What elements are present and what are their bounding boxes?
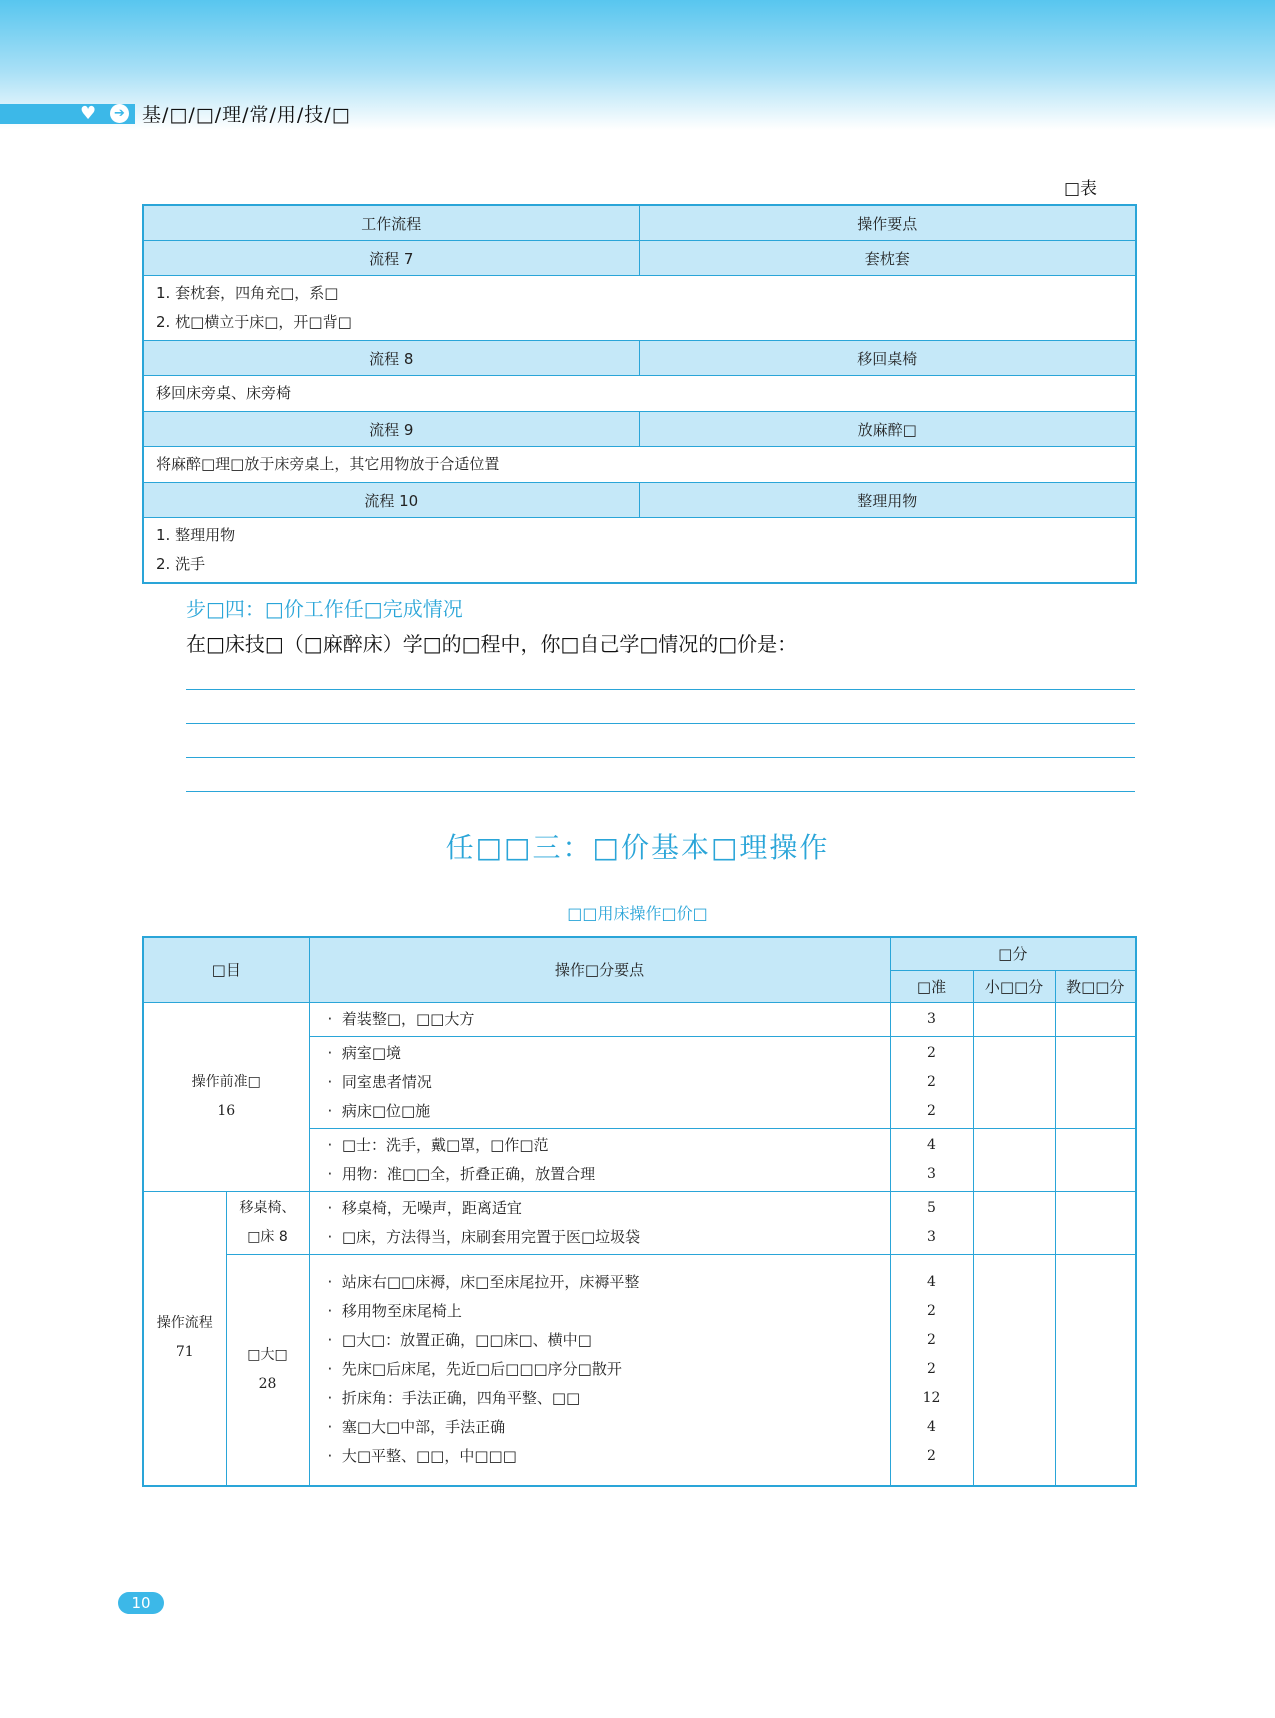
- answer-line: [186, 689, 1135, 690]
- score-value: 2: [927, 1303, 936, 1320]
- point-item: · 移用物至床尾椅上: [327, 1302, 462, 1321]
- standard-score-cell: [890, 1254, 973, 1486]
- teacher-score-cell: [1055, 1191, 1136, 1254]
- score-value: 4: [927, 1136, 936, 1153]
- flow-point: 移回桌椅: [639, 341, 1136, 376]
- flow-label: 流程 8: [143, 341, 639, 376]
- score-value: 12: [922, 1390, 941, 1407]
- point-item: · 病床□位□施: [327, 1101, 431, 1120]
- points-cell: [309, 1191, 890, 1254]
- header-standard: □准: [890, 970, 973, 1002]
- column-header-key-points: 操作要点: [639, 205, 1136, 241]
- continued-table-label: □表: [1063, 179, 1097, 199]
- prep-section-label: [143, 1002, 309, 1191]
- header-project: □目: [143, 937, 309, 1002]
- detail-line: 1. 套枕套，四角充□，系□: [156, 284, 339, 302]
- evaluation-table: [142, 936, 1137, 1487]
- teacher-score-cell: [1055, 1036, 1136, 1128]
- process-label: 操作流程: [156, 1315, 213, 1332]
- answer-line: [186, 791, 1135, 792]
- point-item: · □床，方法得当，床刷套用完置于医□垃圾袋: [327, 1227, 641, 1246]
- score-value: 2: [927, 1073, 936, 1090]
- point-item: · 站床右□□床褥，床□至床尾拉开，床褥平整: [327, 1273, 640, 1292]
- score-value: 3: [927, 1165, 936, 1182]
- answer-line: [186, 757, 1135, 758]
- process-section-label: [143, 1191, 226, 1486]
- point-item: · 着装整□，□□大方: [327, 1009, 475, 1028]
- task3-title: 任□□三：□价基本□理操作: [445, 831, 830, 864]
- detail-line: 2. 洗手: [156, 555, 206, 573]
- score-value: 2: [927, 1361, 936, 1378]
- column-header-workflow: 工作流程: [143, 205, 639, 241]
- point-item: · 同室患者情况: [327, 1072, 432, 1091]
- flow-label: 流程 9: [143, 412, 639, 447]
- flow-point: 套枕套: [639, 241, 1136, 276]
- heart-icon: ♥: [80, 103, 97, 124]
- points-cell: [309, 1254, 890, 1486]
- flow-details: [143, 447, 1136, 483]
- flow-details: [143, 518, 1136, 584]
- score-value: 4: [927, 1419, 936, 1436]
- point-item: · 折床角：手法正确，四角平整、□□: [327, 1389, 581, 1408]
- detail-line: 2. 枕□横立于床□，开□背□: [156, 313, 352, 331]
- teacher-score-cell: [1055, 1002, 1136, 1036]
- header-group-score: 小□□分: [973, 970, 1055, 1002]
- answer-line: [186, 723, 1135, 724]
- point-item: · 先床□后床尾，先近□后□□□序分□散开: [327, 1360, 622, 1379]
- header-points: 操作□分要点: [309, 937, 890, 1002]
- page-number: 10: [118, 1592, 164, 1614]
- point-item: · 用物：准□□全，折叠正确，放置合理: [327, 1164, 596, 1183]
- flow-point: 整理用物: [639, 483, 1136, 518]
- teacher-score-cell: [1055, 1128, 1136, 1191]
- subsection-label: [226, 1254, 309, 1486]
- subsection-total: 28: [258, 1375, 277, 1392]
- prep-label: 操作前准□: [191, 1073, 261, 1090]
- detail-line: 1. 整理用物: [156, 526, 236, 544]
- flow-label: 流程 10: [143, 483, 639, 518]
- score-value: 5: [927, 1199, 936, 1216]
- group-score-cell: [973, 1254, 1055, 1486]
- subsection-total: □床 8: [247, 1228, 288, 1245]
- score-value: 2: [927, 1102, 936, 1119]
- standard-score-cell: [890, 1036, 973, 1128]
- subsection-name: 移桌椅、: [239, 1199, 296, 1216]
- point-item: · 移桌椅，无噪声，距离适宜: [327, 1198, 522, 1217]
- score-value: 2: [927, 1044, 936, 1061]
- standard-score-cell: [890, 1191, 973, 1254]
- score-value: 3: [927, 1228, 936, 1245]
- point-item: · 病室□境: [327, 1043, 401, 1062]
- points-cell: [309, 1036, 890, 1128]
- workflow-table: [142, 204, 1137, 584]
- score-value: 2: [927, 1332, 936, 1349]
- point-item: · □大□：放置正确，□□床□、横中□: [327, 1331, 592, 1350]
- prep-total: 16: [217, 1102, 236, 1119]
- score-value: 3: [927, 1010, 936, 1027]
- book-title: 基/□/□/理/常/用/技/□: [142, 104, 351, 126]
- group-score-cell: [973, 1036, 1055, 1128]
- flow-point: 放麻醉□: [639, 412, 1136, 447]
- score-value: 2: [927, 1448, 936, 1465]
- flow-details: [143, 276, 1136, 341]
- evaluation-table-title: □□用床操作□价□: [567, 904, 708, 923]
- group-score-cell: [973, 1002, 1055, 1036]
- header-score: □分: [890, 937, 1136, 970]
- standard-score-cell: [890, 1002, 973, 1036]
- score-value: 4: [927, 1274, 936, 1291]
- process-total: 71: [175, 1344, 194, 1361]
- standard-score-cell: [890, 1128, 973, 1191]
- header-teacher-score: 教□□分: [1055, 970, 1136, 1002]
- points-cell: [309, 1002, 890, 1036]
- arrow-right-icon: ➔: [110, 104, 129, 123]
- step4-question: 在□床技□（□麻醉床）学□的□程中，你□自己学□情况的□价是：: [186, 632, 798, 656]
- subsection-name: □大□: [247, 1346, 288, 1363]
- step4-title: 步□四：□价工作任□完成情况: [186, 597, 463, 621]
- flow-details: [143, 376, 1136, 412]
- teacher-score-cell: [1055, 1254, 1136, 1486]
- point-item: · 大□平整、□□，中□□□: [327, 1447, 517, 1466]
- detail-line: 移回床旁桌、床旁椅: [156, 384, 292, 402]
- group-score-cell: [973, 1191, 1055, 1254]
- point-item: · 塞□大□中部，手法正确: [327, 1418, 506, 1437]
- detail-line: 将麻醉□理□放于床旁桌上，其它用物放于合适位置: [156, 455, 500, 473]
- group-score-cell: [973, 1128, 1055, 1191]
- flow-label: 流程 7: [143, 241, 639, 276]
- point-item: · □士：洗手，戴□罩，□作□范: [327, 1135, 549, 1154]
- subsection-label: [226, 1191, 309, 1254]
- points-cell: [309, 1128, 890, 1191]
